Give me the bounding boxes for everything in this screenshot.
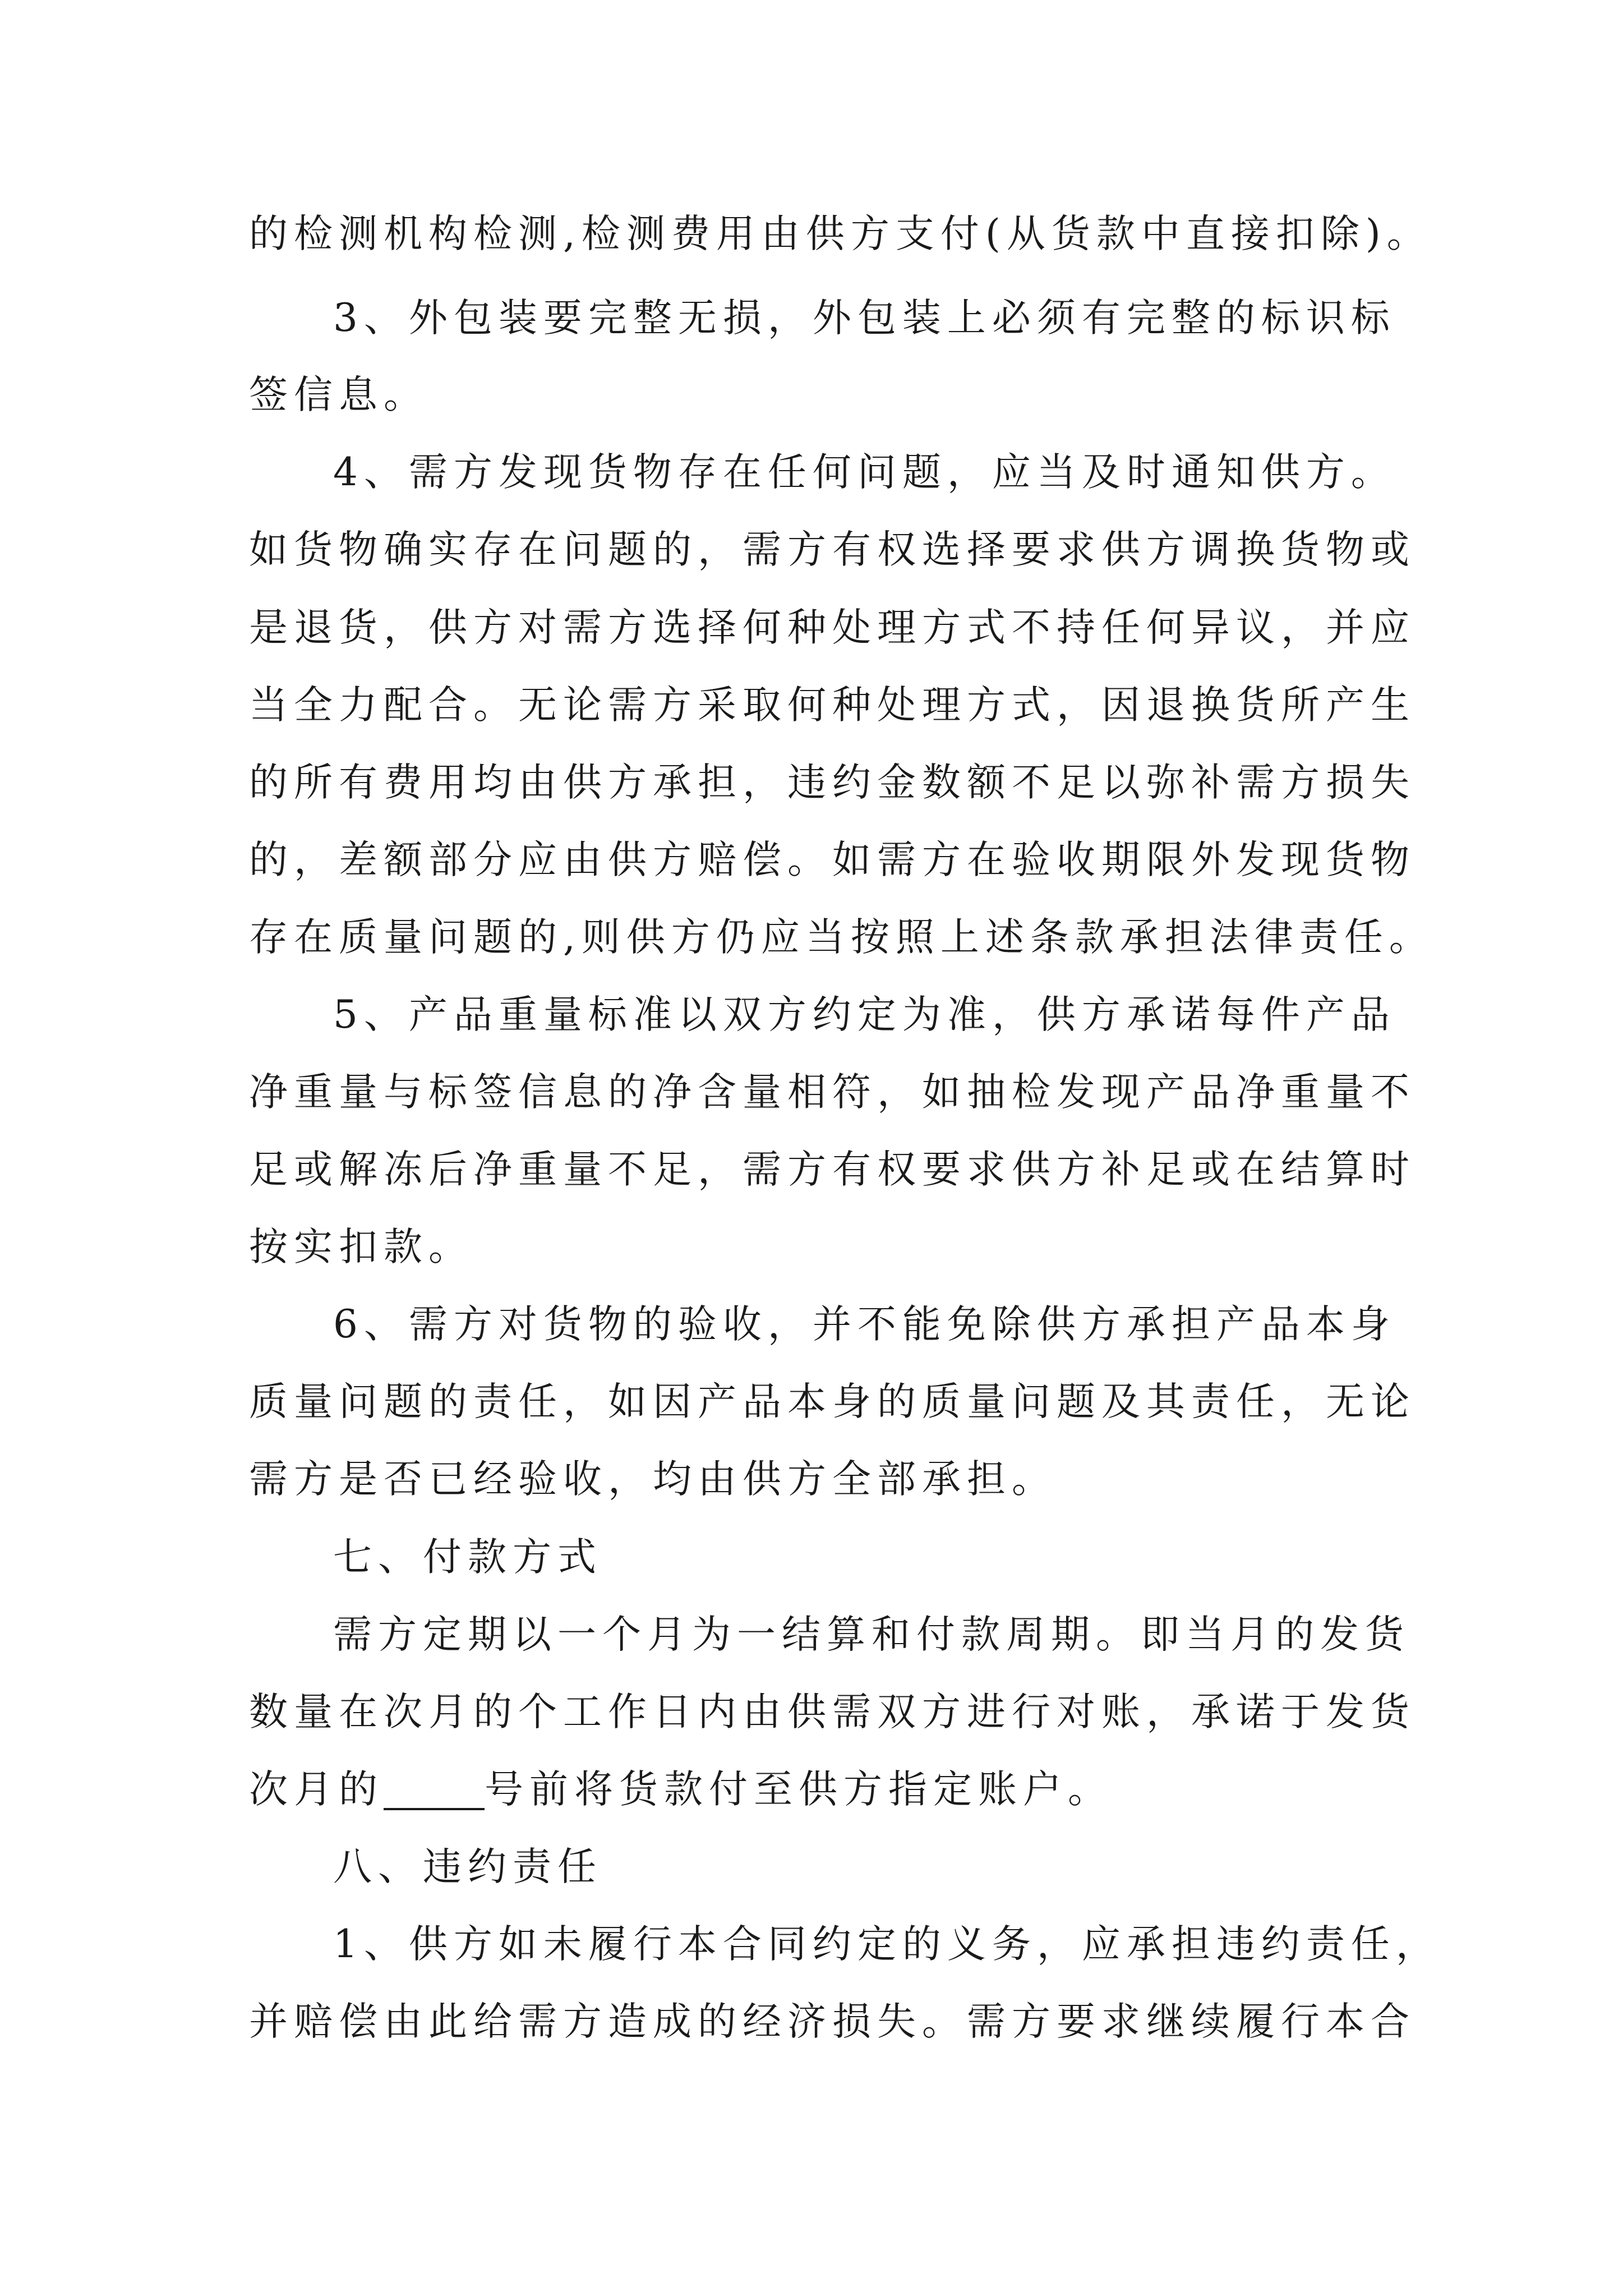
text-line: 的所有费用均由供方承担，违约金数额不足以弥补需方损失 (249, 760, 1415, 805)
text-line: 的，差额部分应由供方赔偿。如需方在验收期限外发现货物 (249, 838, 1415, 882)
text-line: 当全力配合。无论需方采取何种处理方式，因退换货所产生 (249, 683, 1415, 728)
text-line: 如货物确实存在问题的，需方有权选择要求供方调换货物或 (249, 527, 1415, 572)
text-segment: 次月的 (249, 1767, 384, 1812)
text-line (249, 1767, 1113, 1812)
text-line: 存在质量问题的,则供方仍应当按照上述条款承担法律责任。 (249, 915, 1434, 960)
text-line: 并赔偿由此给需方造成的经济损失。需方要求继续履行本合 (249, 1999, 1415, 2044)
text-line: 3、外包装要完整无损，外包装上必须有完整的标识标 (333, 296, 1396, 341)
text-line: 净重量与标签信息的净含量相符，如抽检发现产品净重量不 (249, 1070, 1415, 1115)
text-line: 数量在次月的个工作日内由供需双方进行对账，承诺于发货 (249, 1690, 1415, 1734)
text-line: 是退货，供方对需方选择何种处理方式不持任何异议，并应 (249, 605, 1415, 650)
text-line: 6、需方对货物的验收，并不能免除供方承担产品本身 (333, 1302, 1396, 1347)
text-line: 签信息。 (249, 372, 428, 417)
text-line: 需方是否已经验收，均由供方全部承担。 (249, 1457, 1057, 1502)
section-heading: 八、违约责任 (333, 1844, 602, 1889)
text-line: 足或解冻后净重量不足，需方有权要求供方补足或在结算时 (249, 1147, 1415, 1192)
fill-in-blank (384, 1806, 485, 1810)
text-line: 按实扣款。 (249, 1225, 473, 1269)
text-line: 4、需方发现货物存在任何问题，应当及时通知供方。 (333, 450, 1396, 495)
text-line: 的检测机构检测,检测费用由供方支付(从货款中直接扣除)。 (249, 211, 1432, 256)
section-heading: 七、付款方式 (333, 1535, 602, 1580)
text-line: 1、供方如未履行本合同约定的义务，应承担违约责任， (333, 1922, 1441, 1967)
text-line: 5、产品重量标准以双方约定为准，供方承诺每件产品 (333, 992, 1396, 1037)
text-line: 质量问题的责任，如因产品本身的质量问题及其责任，无论 (249, 1379, 1415, 1424)
text-line: 需方定期以一个月为一结算和付款周期。即当月的发货 (333, 1612, 1410, 1657)
text-segment: 号前将货款付至供方指定账户。 (485, 1767, 1113, 1812)
